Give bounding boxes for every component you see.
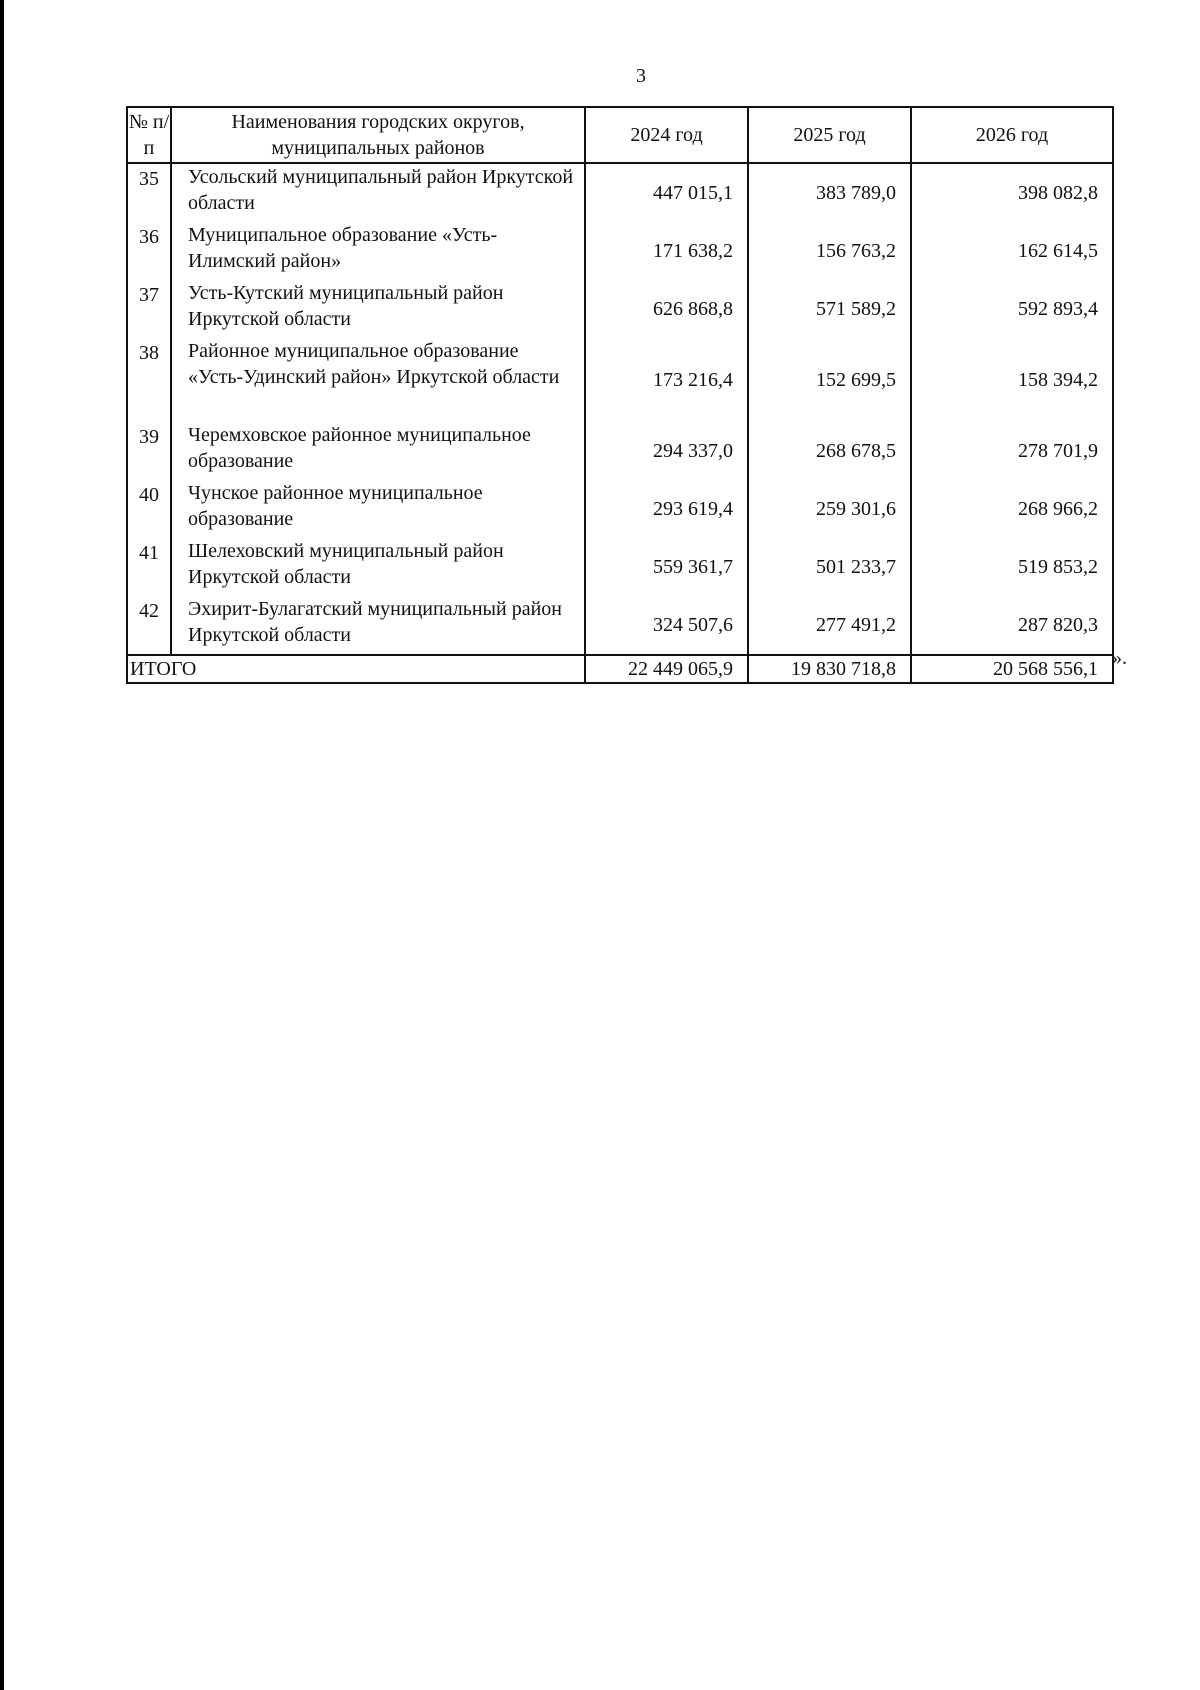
row-value-2025: 268 678,5 bbox=[748, 422, 911, 480]
total-label: ИТОГО bbox=[127, 655, 585, 683]
row-name: Эхирит-Булагатский муниципальный район Иркутской области bbox=[171, 596, 585, 655]
row-value-2025: 259 301,6 bbox=[748, 480, 911, 538]
row-value-2024: 324 507,6 bbox=[585, 596, 748, 655]
row-value-2026: 158 394,2 bbox=[911, 338, 1113, 422]
row-name: Районное муниципальное образование «Усть-Удинский район» Иркутской области bbox=[171, 338, 585, 422]
row-name: Усольский муниципальный район Иркутской области bbox=[171, 163, 585, 222]
row-value-2026: 398 082,8 bbox=[911, 163, 1113, 222]
row-value-2025: 152 699,5 bbox=[748, 338, 911, 422]
header-2024: 2024 год bbox=[585, 107, 748, 163]
row-value-2024: 173 216,4 bbox=[585, 338, 748, 422]
row-value-2024: 559 361,7 bbox=[585, 538, 748, 596]
total-value-2024: 22 449 065,9 bbox=[585, 655, 748, 683]
row-value-2024: 171 638,2 bbox=[585, 222, 748, 280]
header-name: Наименования городских округов, муниципальных районов bbox=[171, 107, 585, 163]
row-number: 39 bbox=[127, 422, 171, 480]
table-row bbox=[127, 163, 1113, 222]
row-number: 42 bbox=[127, 596, 171, 655]
row-name: Муниципальное образование «Усть-Илимский район» bbox=[171, 222, 585, 280]
row-name: Черемховское районное муниципальное образование bbox=[171, 422, 585, 480]
row-value-2024: 293 619,4 bbox=[585, 480, 748, 538]
row-value-2026: 278 701,9 bbox=[911, 422, 1113, 480]
header-2026: 2026 год bbox=[911, 107, 1113, 163]
table-row bbox=[127, 480, 1113, 538]
row-value-2025: 571 589,2 bbox=[748, 280, 911, 338]
row-value-2026: 287 820,3 bbox=[911, 596, 1113, 655]
table-row bbox=[127, 538, 1113, 596]
header-2025: 2025 год bbox=[748, 107, 911, 163]
total-value-2026: 20 568 556,1 bbox=[911, 655, 1113, 683]
table-row bbox=[127, 280, 1113, 338]
row-name: Чунское районное муниципальное образование bbox=[171, 480, 585, 538]
row-value-2025: 156 763,2 bbox=[748, 222, 911, 280]
table-row bbox=[127, 222, 1113, 280]
row-number: 36 bbox=[127, 222, 171, 280]
row-name: Шелеховский муниципальный район Иркутской области bbox=[171, 538, 585, 596]
row-value-2024: 626 868,8 bbox=[585, 280, 748, 338]
row-value-2025: 277 491,2 bbox=[748, 596, 911, 655]
row-name: Усть-Кутский муниципальный район Иркутской области bbox=[171, 280, 585, 338]
row-number: 40 bbox=[127, 480, 171, 538]
row-value-2026: 162 614,5 bbox=[911, 222, 1113, 280]
row-value-2026: 268 966,2 bbox=[911, 480, 1113, 538]
row-value-2026: 519 853,2 bbox=[911, 538, 1113, 596]
row-value-2024: 294 337,0 bbox=[585, 422, 748, 480]
header-num: № п/п bbox=[127, 107, 171, 163]
row-value-2024: 447 015,1 bbox=[585, 163, 748, 222]
row-number: 38 bbox=[127, 338, 171, 422]
total-row bbox=[127, 655, 1113, 683]
budget-table bbox=[126, 106, 1114, 684]
total-value-2025: 19 830 718,8 bbox=[748, 655, 911, 683]
row-value-2025: 383 789,0 bbox=[748, 163, 911, 222]
row-value-2025: 501 233,7 bbox=[748, 538, 911, 596]
table-row bbox=[127, 422, 1113, 480]
row-number: 41 bbox=[127, 538, 171, 596]
table-header-row bbox=[127, 107, 1113, 163]
table-row bbox=[127, 596, 1113, 655]
closing-quote: ». bbox=[1112, 647, 1127, 669]
row-number: 35 bbox=[127, 163, 171, 222]
table-row bbox=[127, 338, 1113, 422]
row-value-2026: 592 893,4 bbox=[911, 280, 1113, 338]
row-number: 37 bbox=[127, 280, 171, 338]
scan-edge-line bbox=[0, 0, 4, 1690]
page-number: 3 bbox=[636, 65, 646, 87]
